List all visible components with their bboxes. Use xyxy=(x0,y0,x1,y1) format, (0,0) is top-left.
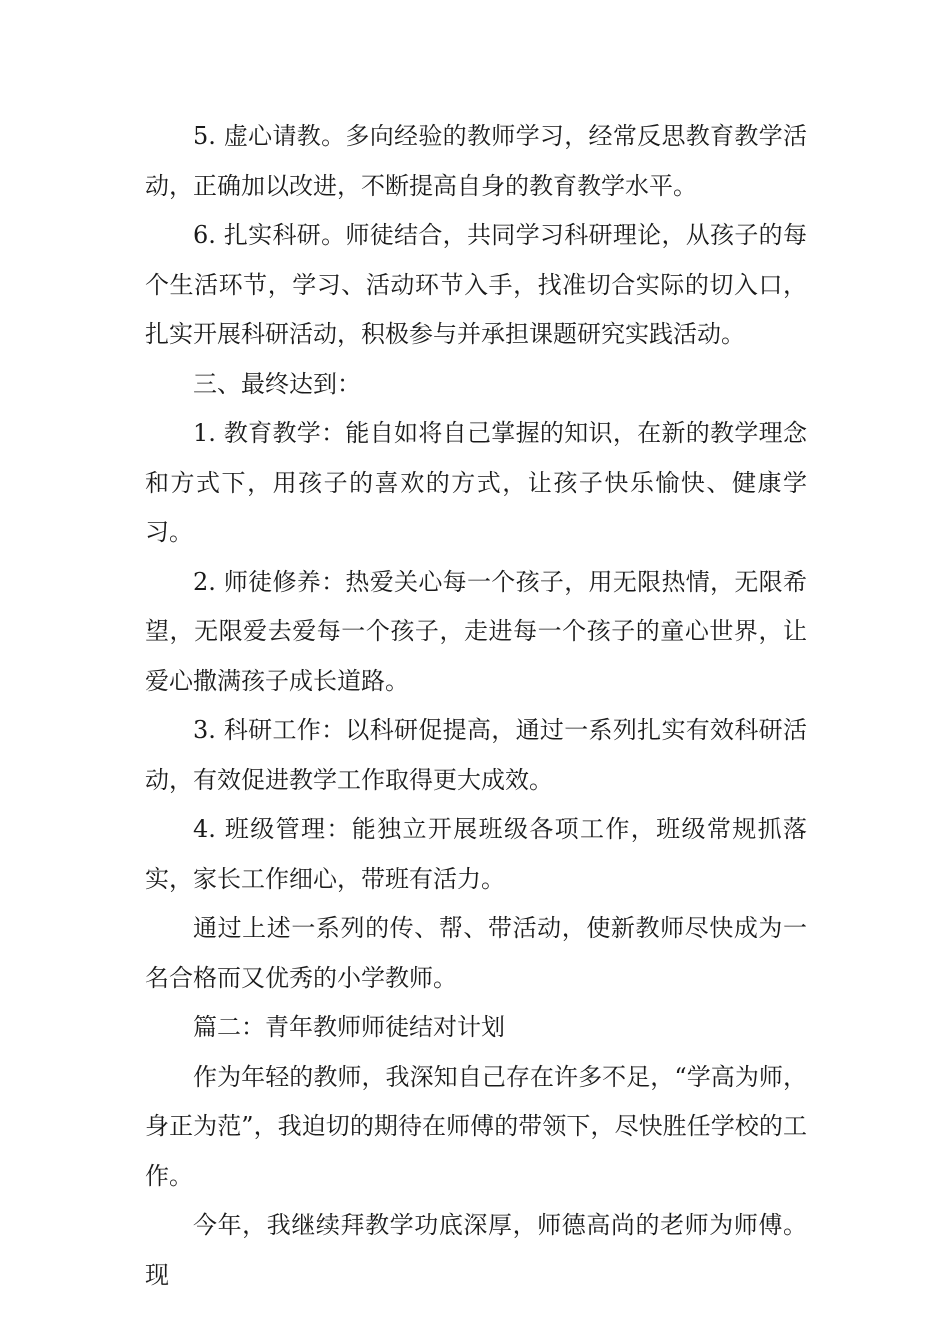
section-heading-final-goals: 三、最终达到： xyxy=(193,369,361,398)
paragraph-conclusion: 通过上述一系列的传、帮、带活动，使新教师尽快成为一名合格而又优秀的小学教师。 xyxy=(145,914,807,992)
paragraph-humble-learning: 5. 虚心请教。多向经验的教师学习，经常反思教育教学活动，正确加以改进，不断提高自身的教育教学水平。 xyxy=(145,122,807,200)
paragraph-goal-cultivation: 2. 师徒修养：热爱关心每一个孩子，用无限热情，无限希望，无限爱去爱每一个孩子，走进每一个孩子的童心世界，让爱心撒满孩子成长道路。 xyxy=(145,567,807,695)
paragraph-young-teacher: 作为年轻的教师，我深知自己存在许多不足，“学高为师，身正为范”，我迫切的期待在师傅的带领下，尽快胜任学校的工作。 xyxy=(145,1062,807,1190)
document-body xyxy=(145,112,807,1300)
paragraph-goal-class-management: 4. 班级管理：能独立开展班级各项工作，班级常规抓落实，家长工作细心，带班有活力。 xyxy=(145,815,807,893)
paragraph-goal-research: 3. 科研工作：以科研促提高，通过一系列扎实有效科研活动，有效促进教学工作取得更大成效。 xyxy=(145,716,807,794)
section-heading-part-two: 篇二：青年教师师徒结对计划 xyxy=(193,1013,505,1041)
paragraph-solid-research: 6. 扎实科研。师徒结合，共同学习科研理论，从孩子的每个生活环节，学习、活动环节入手，找准切合实际的切入口，扎实开展科研活动，积极参与并承担课题研究实践活动。 xyxy=(145,221,807,348)
paragraph-this-year: 今年，我继续拜教学功底深厚，师德高尚的老师为师傅。现 xyxy=(145,1211,807,1289)
paragraph-goal-teaching: 1. 教育教学：能自如将自己掌握的知识，在新的教学理念和方式下，用孩子的喜欢的方式，让孩子快乐愉快、健康学习。 xyxy=(145,419,807,546)
